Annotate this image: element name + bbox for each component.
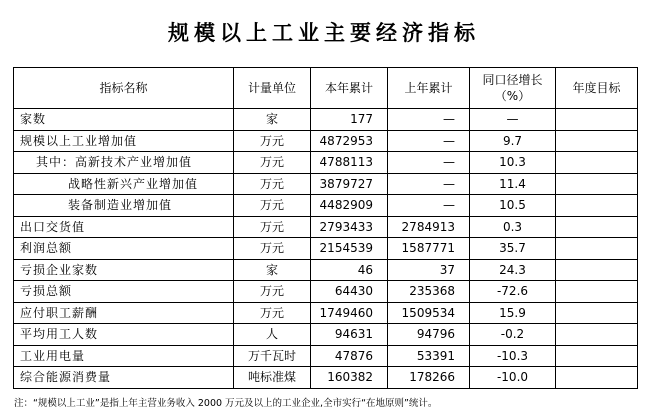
indicator-name-cell: 应付职工薪酬 [14, 302, 234, 324]
current-value-cell: 177 [311, 109, 388, 131]
header-current: 本年累计 [311, 68, 388, 109]
growth-cell: -0.2 [470, 324, 556, 346]
header-previous: 上年累计 [388, 68, 470, 109]
unit-cell: 家 [234, 259, 311, 281]
indicator-name-cell: 战略性新兴产业增加值 [14, 173, 234, 195]
current-value-cell: 2154539 [311, 238, 388, 260]
previous-value-cell: 37 [388, 259, 470, 281]
current-value-cell: 1749460 [311, 302, 388, 324]
previous-value-cell: 94796 [388, 324, 470, 346]
current-value-cell: 46 [311, 259, 388, 281]
current-value-cell: 4788113 [311, 152, 388, 174]
growth-cell: 15.9 [470, 302, 556, 324]
indicator-name-cell: 亏损总额 [14, 281, 234, 303]
unit-cell: 人 [234, 324, 311, 346]
previous-value-cell: 178266 [388, 367, 470, 389]
target-cell [556, 152, 638, 174]
previous-value-cell: 1587771 [388, 238, 470, 260]
current-value-cell: 4872953 [311, 130, 388, 152]
target-cell [556, 281, 638, 303]
current-value-cell: 64430 [311, 281, 388, 303]
growth-cell: 10.3 [470, 152, 556, 174]
previous-value-cell: 2784913 [388, 216, 470, 238]
indicator-name-cell: 规模以上工业增加值 [14, 130, 234, 152]
indicators-table [13, 67, 638, 389]
current-value-cell: 94631 [311, 324, 388, 346]
growth-cell: 35.7 [470, 238, 556, 260]
table-row [14, 324, 638, 346]
header-unit: 计量单位 [234, 68, 311, 109]
indicator-name-cell: 出口交货值 [14, 216, 234, 238]
target-cell [556, 367, 638, 389]
growth-cell: 0.3 [470, 216, 556, 238]
growth-cell: 11.4 [470, 173, 556, 195]
previous-value-cell: 1509534 [388, 302, 470, 324]
unit-cell: 吨标准煤 [234, 367, 311, 389]
header-growth-line1: 同口径增长 [482, 73, 543, 87]
indicator-name-cell: 利润总额 [14, 238, 234, 260]
table-row [14, 152, 638, 174]
previous-value-cell: 235368 [388, 281, 470, 303]
table-body [14, 109, 638, 389]
unit-cell: 万元 [234, 130, 311, 152]
growth-cell: 24.3 [470, 259, 556, 281]
target-cell [556, 130, 638, 152]
unit-cell: 万元 [234, 173, 311, 195]
previous-value-cell: — [388, 195, 470, 217]
table-row [14, 345, 638, 367]
header-target: 年度目标 [556, 68, 638, 109]
table-row [14, 238, 638, 260]
header-growth-line2: （%） [494, 89, 531, 103]
unit-cell: 万元 [234, 281, 311, 303]
table-row [14, 367, 638, 389]
indicator-name-cell: 其中：高新技术产业增加值 [14, 152, 234, 174]
target-cell [556, 238, 638, 260]
table-row [14, 195, 638, 217]
target-cell [556, 345, 638, 367]
indicator-name-cell: 平均用工人数 [14, 324, 234, 346]
growth-cell: -72.6 [470, 281, 556, 303]
current-value-cell: 47876 [311, 345, 388, 367]
unit-cell: 万元 [234, 152, 311, 174]
table-row [14, 130, 638, 152]
table-row [14, 173, 638, 195]
indicator-name-cell: 亏损企业家数 [14, 259, 234, 281]
growth-cell: 10.5 [470, 195, 556, 217]
table-row [14, 302, 638, 324]
unit-cell: 万元 [234, 216, 311, 238]
indicator-name-cell: 家数 [14, 109, 234, 131]
target-cell [556, 302, 638, 324]
current-value-cell: 3879727 [311, 173, 388, 195]
target-cell [556, 259, 638, 281]
footnote: 注：“规模以上工业”是指上年主营业务收入 2000 万元及以上的工业企业,全市实行“在地原则”统计。 [14, 398, 438, 409]
current-value-cell: 160382 [311, 367, 388, 389]
growth-cell: -10.3 [470, 345, 556, 367]
target-cell [556, 109, 638, 131]
header-name: 指标名称 [14, 68, 234, 109]
unit-cell: 万元 [234, 195, 311, 217]
table-header-row [14, 68, 638, 109]
previous-value-cell: — [388, 109, 470, 131]
previous-value-cell: — [388, 173, 470, 195]
table-row [14, 259, 638, 281]
table-row [14, 109, 638, 131]
target-cell [556, 173, 638, 195]
target-cell [556, 195, 638, 217]
unit-cell: 万元 [234, 302, 311, 324]
header-growth [470, 68, 556, 109]
target-cell [556, 324, 638, 346]
growth-cell: — [470, 109, 556, 131]
current-value-cell: 2793433 [311, 216, 388, 238]
indicator-name-cell: 工业用电量 [14, 345, 234, 367]
page-title: 规模以上工业主要经济指标 [168, 20, 480, 45]
growth-cell: 9.7 [470, 130, 556, 152]
table-row [14, 216, 638, 238]
unit-cell: 万元 [234, 238, 311, 260]
previous-value-cell: — [388, 130, 470, 152]
indicator-name-cell: 装备制造业增加值 [14, 195, 234, 217]
current-value-cell: 4482909 [311, 195, 388, 217]
indicator-name-cell: 综合能源消费量 [14, 367, 234, 389]
unit-cell: 家 [234, 109, 311, 131]
unit-cell: 万千瓦时 [234, 345, 311, 367]
previous-value-cell: — [388, 152, 470, 174]
table-row [14, 281, 638, 303]
previous-value-cell: 53391 [388, 345, 470, 367]
target-cell [556, 216, 638, 238]
growth-cell: -10.0 [470, 367, 556, 389]
